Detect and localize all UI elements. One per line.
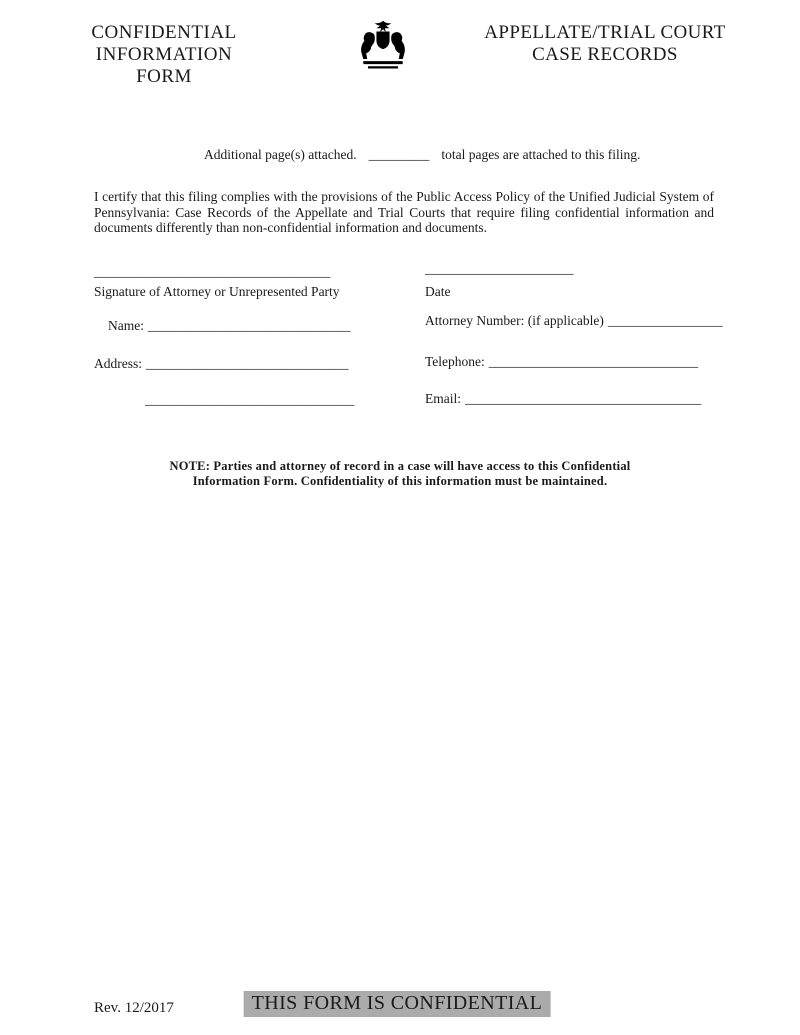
address-second-blank-line: _______________________________ xyxy=(145,392,355,407)
email-field-row xyxy=(425,391,701,407)
attorney-number-field-row xyxy=(425,313,723,329)
attorney-number-label: Attorney Number: (if applicable) xyxy=(425,313,604,328)
additional-pages-prefix: Additional page(s) attached. xyxy=(204,147,357,162)
address-label: Address: xyxy=(94,356,142,371)
email-label: Email: xyxy=(425,391,461,406)
additional-pages-line xyxy=(204,147,640,163)
name-blank-line: ______________________________ xyxy=(148,318,351,333)
telephone-blank-line: _______________________________ xyxy=(488,354,699,369)
name-label: Name: xyxy=(108,318,144,333)
telephone-label: Telephone: xyxy=(425,354,485,369)
address-blank-line: ______________________________ xyxy=(146,356,349,371)
date-blank-line: ______________________ xyxy=(425,261,574,276)
court-title-line-1: APPELLATE/TRIAL COURT xyxy=(484,22,726,43)
total-pages-blank-line: _________ xyxy=(368,147,430,162)
address-field-row xyxy=(94,356,349,372)
form-title-line-1: CONFIDENTIAL xyxy=(91,22,237,43)
email-blank-line: ___________________________________ xyxy=(465,391,702,406)
signature-blank-line: ___________________________________ xyxy=(94,264,331,279)
additional-pages-suffix: total pages are attached to this filing. xyxy=(441,147,641,162)
telephone-field-row xyxy=(425,354,698,370)
certification-paragraph: I certify that this filing complies with the provisions of the Public Access Policy of the Unified Judicial System of Pennsylvania: Case Records of the Appellate and Trial Courts that require filing confidential information and documents differently than non-confidential information and documents. xyxy=(94,189,714,235)
form-title-line-2: INFORMATION xyxy=(95,44,233,65)
attorney-number-blank-line: _________________ xyxy=(607,313,723,328)
confidentiality-note: NOTE: Parties and attorney of record in a case will have access to this Confidential Information Form. Confidentiality of this information must be maintained. xyxy=(169,459,631,488)
confidential-banner: THIS FORM IS CONFIDENTIAL xyxy=(244,991,551,1017)
revision-date: Rev. 12/2017 xyxy=(94,1000,174,1016)
name-field-row xyxy=(108,318,351,334)
form-title-line-3: FORM xyxy=(136,66,192,87)
form-title xyxy=(74,22,254,88)
date-label: Date xyxy=(425,284,451,299)
pennsylvania-coat-of-arms-icon xyxy=(352,18,414,76)
court-title-line-2: CASE RECORDS xyxy=(532,44,678,65)
signature-label: Signature of Attorney or Unrepresented Party xyxy=(94,284,340,299)
court-records-title xyxy=(482,22,728,66)
